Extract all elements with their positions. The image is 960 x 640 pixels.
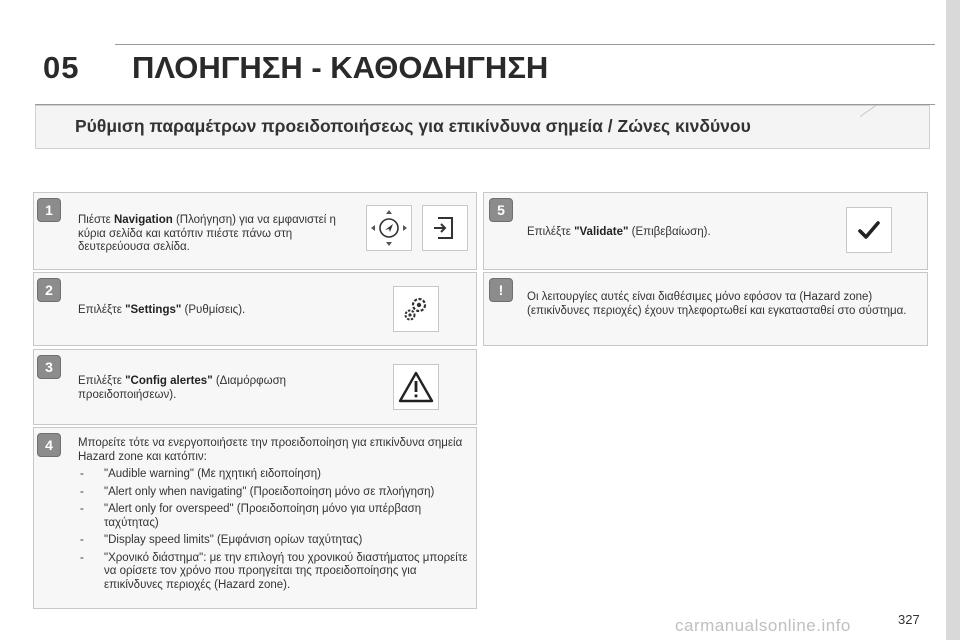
chapter-title: ΠΛΟΗΓΗΣΗ - ΚΑΘΟΔΗΓΗΣΗ xyxy=(132,50,549,85)
step-1-text: Πιέστε Navigation (Πλοήγηση) για να εμφανιστεί η κύρια σελίδα και κατόπιν πιέστε πάνω στη δευτερεύουσα σελίδα. xyxy=(78,214,336,253)
list-item: - "Alert only when navigating" (Προειδοποίηση μόνο σε πλοήγηση) xyxy=(78,486,470,500)
navigation-dpad-icon[interactable] xyxy=(366,205,412,251)
step-5-badge: 5 xyxy=(489,198,513,222)
section-title: Ρύθμιση παραμέτρων προειδοποιήσεως για επικίνδυνα σημεία / Ζώνες κινδύνου xyxy=(75,116,751,136)
section-title-corner-decoration xyxy=(860,105,930,147)
step-5-text: Επιλέξτε "Validate" (Επιβεβαίωση). xyxy=(527,226,711,238)
page-number: 327 xyxy=(898,612,920,627)
step-2-text: Επιλέξτε "Settings" (Ρυθμίσεις). xyxy=(78,304,246,316)
step-2-badge: 2 xyxy=(37,278,61,302)
step-3-badge: 3 xyxy=(37,355,61,379)
step-4-text xyxy=(78,437,470,596)
step-4-badge: 4 xyxy=(37,433,61,457)
step-4-options-list xyxy=(78,468,470,592)
list-item: - "Alert only for overspeed" (Προειδοποίηση μόνο για υπέρβαση ταχύτητας) xyxy=(78,503,470,530)
chapter-header-top-line xyxy=(115,44,935,45)
checkmark-icon[interactable] xyxy=(846,207,892,253)
chapter-number: 05 xyxy=(43,50,80,85)
note-text: Οι λειτουργίες αυτές είναι διαθέσιμες μόνο εφόσον τα (Hazard zone) (επικίνδυνες περιοχές) έχουν τηλεφορτωθεί και εγκατασταθεί στο σύστημα. xyxy=(527,291,907,317)
settings-gears-icon[interactable] xyxy=(393,286,439,332)
step-1-badge: 1 xyxy=(37,198,61,222)
step-3-text: Επιλέξτε "Config alertes" (Διαμόρφωση προειδοποιήσεων). xyxy=(78,375,287,401)
list-item: - "Χρονικό διάστημα": με την επιλογή του χρονικού διαστήματος μπορείτε να ορίσετε τον χρόνο που προηγείται της προειδοποίησης για επικίνδυνες περιοχές (Hazard zone). xyxy=(78,552,470,593)
list-item: - "Audible warning" (Με ηχητική ειδοποίηση) xyxy=(78,468,470,482)
list-item: - "Display speed limits" (Εμφάνιση ορίων ταχύτητας) xyxy=(78,534,470,548)
watermark: carmanualsonline.info xyxy=(675,616,851,635)
page-edge-strip xyxy=(946,0,960,640)
note-warning-icon: ! xyxy=(489,278,513,302)
secondary-page-icon[interactable] xyxy=(422,205,468,251)
step-4-intro: Μπορείτε τότε να ενεργοποιήσετε την προειδοποίηση για επικίνδυνα σημεία Hazard zone και κατόπιν: xyxy=(78,437,463,463)
warning-triangle-icon[interactable] xyxy=(393,364,439,410)
